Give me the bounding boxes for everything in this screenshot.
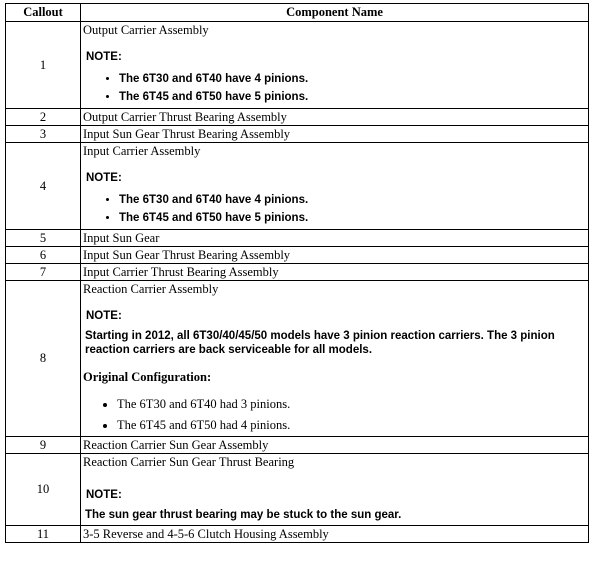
component-name: Output Carrier Assembly: [83, 23, 209, 37]
note-bullet: • The 6T45 and 6T50 have 5 pinions.: [119, 88, 586, 106]
table-row: [6, 22, 589, 109]
callout-number: 8: [6, 281, 81, 437]
header-callout: Callout: [6, 4, 81, 22]
callout-table: [5, 3, 589, 543]
component-name: Input Sun Gear Thrust Bearing Assembly: [81, 126, 589, 143]
header-component-name: Component Name: [81, 4, 589, 22]
component-name: Input Sun Gear: [81, 230, 589, 247]
note-bullet: • The 6T30 and 6T40 have 4 pinions.: [119, 191, 586, 209]
table-row: [6, 230, 589, 247]
table-row: [6, 454, 589, 526]
table-row: [6, 143, 589, 230]
note-text: Starting in 2012, all 6T30/40/45/50 models have 3 pinion reaction carriers. The 3 pinion reaction carriers are back serviceable for all models.: [85, 330, 555, 356]
note-text: The sun gear thrust bearing may be stuck to the sun gear.: [85, 509, 402, 521]
table-row: [6, 109, 589, 126]
note-label: NOTE:: [86, 489, 122, 501]
note-list: [83, 70, 586, 106]
component-name: Input Carrier Thrust Bearing Assembly: [81, 264, 589, 281]
component-name: Input Carrier Assembly: [83, 144, 201, 158]
table-row: [6, 526, 589, 543]
table-row: [6, 126, 589, 143]
component-name: 3-5 Reverse and 4-5-6 Clutch Housing Assembly: [81, 526, 589, 543]
callout-number: 5: [6, 230, 81, 247]
component-cell: [81, 281, 589, 437]
table-row: [6, 247, 589, 264]
callout-number: 7: [6, 264, 81, 281]
callout-number: 3: [6, 126, 81, 143]
config-bullet: • The 6T30 and 6T40 had 3 pinions.: [117, 394, 586, 415]
note-label: NOTE:: [86, 51, 122, 63]
component-cell: [81, 143, 589, 230]
note-bullet: • The 6T30 and 6T40 have 4 pinions.: [119, 70, 586, 88]
note-label: NOTE:: [86, 172, 122, 184]
component-cell: [81, 454, 589, 526]
config-bullet: • The 6T45 and 6T50 had 4 pinions.: [117, 415, 586, 436]
component-name: Reaction Carrier Sun Gear Thrust Bearing: [83, 455, 295, 469]
component-cell: [81, 22, 589, 109]
note-bullet: • The 6T45 and 6T50 have 5 pinions.: [119, 209, 586, 227]
table-row: [6, 281, 589, 437]
component-name: Reaction Carrier Sun Gear Assembly: [81, 437, 589, 454]
table-row: [6, 437, 589, 454]
header-row: [6, 4, 589, 22]
original-configuration-list: [83, 394, 586, 436]
callout-number: 4: [6, 143, 81, 230]
original-configuration-label: Original Configuration:: [83, 370, 212, 384]
callout-number: 11: [6, 526, 81, 543]
callout-number: 10: [6, 454, 81, 526]
component-name: Output Carrier Thrust Bearing Assembly: [81, 109, 589, 126]
note-list: [83, 191, 586, 227]
callout-number: 2: [6, 109, 81, 126]
component-name: Input Sun Gear Thrust Bearing Assembly: [81, 247, 589, 264]
component-name: Reaction Carrier Assembly: [83, 282, 219, 296]
callout-number: 1: [6, 22, 81, 109]
callout-number: 9: [6, 437, 81, 454]
callout-number: 6: [6, 247, 81, 264]
table-row: [6, 264, 589, 281]
note-label: NOTE:: [86, 310, 122, 322]
